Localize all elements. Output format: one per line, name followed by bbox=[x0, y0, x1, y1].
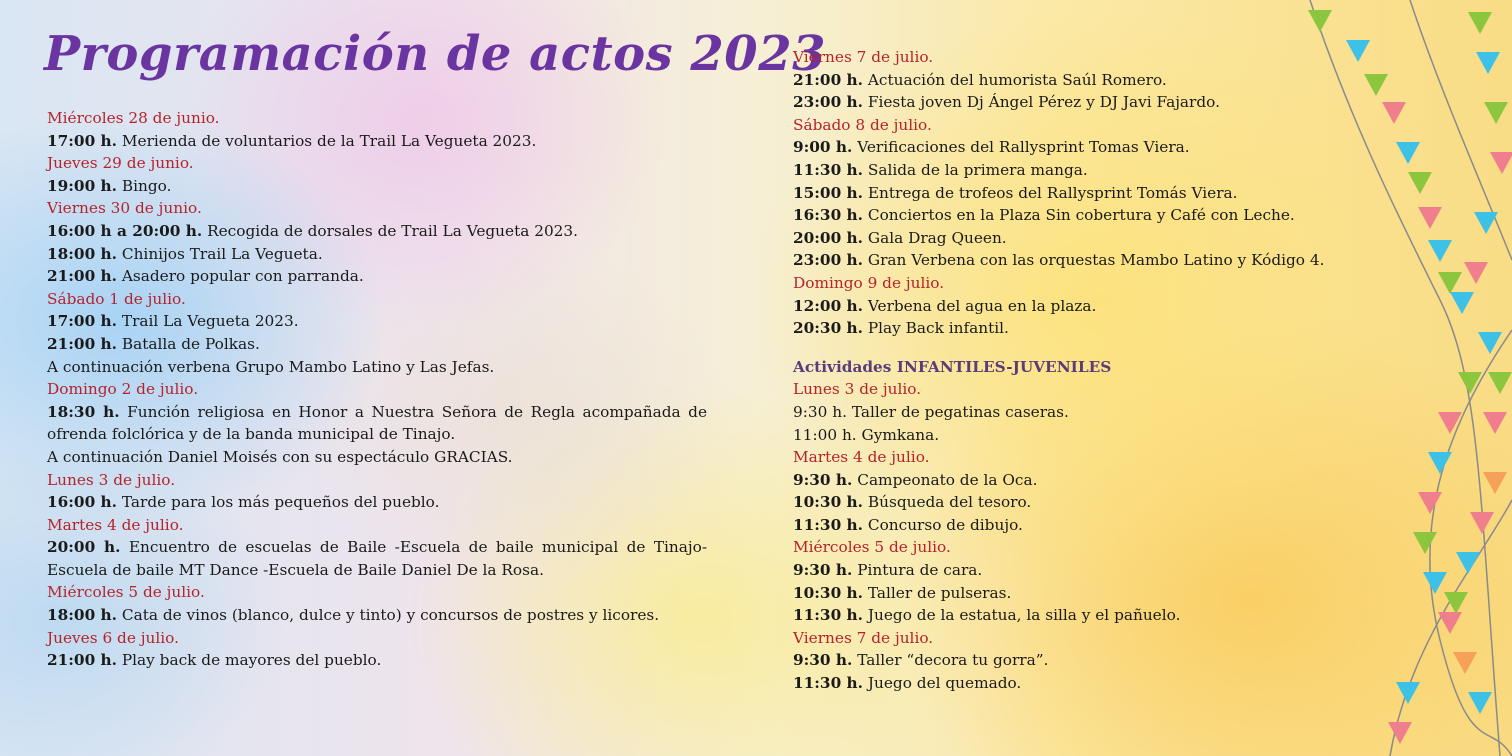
bunting-flag bbox=[1413, 532, 1437, 554]
bunting-flag bbox=[1456, 552, 1480, 574]
event-line bbox=[47, 333, 707, 356]
bunting-flag bbox=[1382, 102, 1406, 124]
day-heading: Jueves 29 de junio. bbox=[47, 154, 194, 173]
bunting-flag bbox=[1468, 692, 1492, 714]
event-line bbox=[47, 356, 707, 379]
event-time: 11:30 h. bbox=[793, 160, 863, 179]
event-text: Juego del quemado. bbox=[867, 674, 1022, 693]
event-time: 17:00 h. bbox=[47, 131, 117, 150]
day-heading: Domingo 9 de julio. bbox=[793, 273, 945, 292]
day-heading: Miércoles 28 de junio. bbox=[47, 109, 220, 127]
event-time: 19:00 h. bbox=[47, 176, 117, 195]
event-time: 23:00 h. bbox=[793, 93, 863, 112]
event-text: Conciertos en la Plaza Sin cobertura y Café con Leche. bbox=[867, 206, 1295, 225]
event-line bbox=[47, 243, 707, 266]
event-time: 21:00 h. bbox=[47, 651, 117, 670]
day-heading: Martes 4 de julio. bbox=[47, 515, 184, 534]
bunting-flag bbox=[1396, 682, 1420, 704]
event-line bbox=[47, 401, 707, 446]
event-line bbox=[47, 536, 707, 581]
day-heading: Miércoles 5 de julio. bbox=[793, 538, 951, 557]
event-text: Taller de pulseras. bbox=[867, 583, 1012, 602]
event-time: 23:00 h. bbox=[793, 251, 863, 270]
bunting-flag bbox=[1396, 142, 1420, 164]
event-text: Pintura de cara. bbox=[857, 561, 983, 580]
day-heading: Domingo 2 de julio. bbox=[47, 380, 199, 399]
day-heading: Lunes 3 de julio. bbox=[793, 380, 922, 399]
event-time: 20:00 h. bbox=[793, 228, 863, 247]
event-time: 16:00 h. bbox=[47, 493, 117, 512]
day-heading: Martes 4 de julio. bbox=[793, 448, 930, 467]
day-heading: Sábado 1 de julio. bbox=[47, 289, 186, 308]
event-time: 11:30 h. bbox=[793, 674, 863, 693]
event-time: 11:30 h. bbox=[793, 606, 863, 625]
event-line bbox=[47, 265, 707, 288]
event-text: Trail La Vegueta 2023. bbox=[121, 312, 299, 331]
day-heading: Viernes 30 de junio. bbox=[47, 199, 202, 218]
event-text: Merienda de voluntarios de la Trail La Vegueta 2023. bbox=[121, 131, 537, 150]
event-time: 10:30 h. bbox=[793, 583, 863, 602]
event-text: A continuación Daniel Moisés con su espectáculo GRACIAS. bbox=[47, 447, 513, 466]
event-text: Recogida de dorsales de Trail La Vegueta 2023. bbox=[207, 221, 579, 240]
event-time: 16:00 h a 20:00 h. bbox=[47, 221, 203, 240]
event-text: Juego de la estatua, la silla y el pañuelo. bbox=[867, 606, 1181, 625]
bunting-flag bbox=[1418, 492, 1442, 514]
event-time: 18:00 h. bbox=[47, 606, 117, 625]
event-text: Concurso de dibujo. bbox=[867, 515, 1023, 534]
event-time: 10:30 h. bbox=[793, 493, 863, 512]
event-text: Gymkana. bbox=[861, 425, 940, 444]
event-time: 11:30 h. bbox=[793, 515, 863, 534]
bunting-flag bbox=[1364, 74, 1388, 96]
event-text: Campeonato de la Oca. bbox=[857, 470, 1038, 489]
event-text: Búsqueda del tesoro. bbox=[867, 493, 1032, 512]
event-text: Taller “decora tu gorra”. bbox=[857, 651, 1049, 670]
event-time: 17:00 h. bbox=[47, 312, 117, 331]
event-text: Gran Verbena con las orquestas Mambo Latino y Kódigo 4. bbox=[867, 251, 1325, 270]
bunting-flag bbox=[1444, 592, 1468, 614]
event-line bbox=[47, 604, 707, 627]
bunting-flag bbox=[1468, 12, 1492, 34]
event-time: 9:30 h. bbox=[793, 561, 853, 580]
event-text: Play Back infantil. bbox=[867, 319, 1009, 338]
event-time: 15:00 h. bbox=[793, 183, 863, 202]
bunting-flag bbox=[1474, 212, 1498, 234]
event-text: Chinijos Trail La Vegueta. bbox=[121, 244, 323, 263]
bunting-flag bbox=[1388, 722, 1412, 744]
event-text: Asadero popular con parranda. bbox=[121, 267, 364, 286]
bunting-flag bbox=[1483, 472, 1507, 494]
event-text: Tarde para los más pequeños del pueblo. bbox=[121, 493, 440, 512]
event-text: Función religiosa en Honor a Nuestra Señora de Regla acompañada de ofrenda folclórica y de la banda municipal de Tinajo. bbox=[47, 402, 707, 444]
bunting-flag bbox=[1438, 412, 1462, 434]
event-time: 16:30 h. bbox=[793, 206, 863, 225]
day-heading: Miércoles 5 de julio. bbox=[47, 583, 205, 602]
event-line bbox=[47, 220, 707, 243]
event-time: 9:00 h. bbox=[793, 138, 853, 157]
event-time: 21:00 h. bbox=[47, 334, 117, 353]
bunting-flag bbox=[1484, 102, 1508, 124]
event-line bbox=[47, 491, 707, 514]
event-text: Gala Drag Queen. bbox=[867, 228, 1007, 247]
event-time: 21:00 h. bbox=[793, 70, 863, 89]
event-text: Actuación del humorista Saúl Romero. bbox=[867, 70, 1167, 89]
event-line bbox=[47, 175, 707, 198]
day-heading: Lunes 3 de julio. bbox=[47, 470, 176, 489]
event-text: Entrega de trofeos del Rallysprint Tomás Viera. bbox=[867, 183, 1238, 202]
event-time: 21:00 h. bbox=[47, 267, 117, 286]
event-text: Fiesta joven Dj Ángel Pérez y DJ Javi Fajardo. bbox=[867, 93, 1220, 112]
event-text: Play back de mayores del pueblo. bbox=[121, 651, 382, 670]
event-text: Verbena del agua en la plaza. bbox=[867, 296, 1097, 315]
bunting-flag bbox=[1408, 172, 1432, 194]
event-text: Cata de vinos (blanco, dulce y tinto) y concursos de postres y licores. bbox=[121, 606, 660, 625]
event-time: 18:30 h. bbox=[47, 402, 120, 421]
bunting-flag bbox=[1346, 40, 1370, 62]
bunting-flag bbox=[1453, 652, 1477, 674]
bunting-flag bbox=[1464, 262, 1488, 284]
event-text: Verificaciones del Rallysprint Tomas Viera. bbox=[857, 138, 1190, 157]
day-heading: Viernes 7 de julio. bbox=[793, 628, 934, 647]
page-title: Programación de actos 2023 bbox=[44, 26, 826, 82]
bunting-flag bbox=[1438, 272, 1462, 294]
day-heading: Jueves 6 de julio. bbox=[47, 628, 179, 647]
bunting-flag bbox=[1418, 207, 1442, 229]
bunting-flag bbox=[1470, 512, 1494, 534]
event-text: Salida de la primera manga. bbox=[867, 160, 1088, 179]
event-line bbox=[47, 446, 707, 469]
event-text: A continuación verbena Grupo Mambo Latino y Las Jefas. bbox=[47, 357, 495, 376]
bunting-string bbox=[1410, 0, 1512, 260]
event-time: 12:00 h. bbox=[793, 296, 863, 315]
event-time: 18:00 h. bbox=[47, 244, 117, 263]
day-heading: Sábado 8 de julio. bbox=[793, 115, 932, 134]
event-text: Encuentro de escuelas de Baile -Escuela de baile municipal de Tinajo-Escuela de baile MT Dance -Escuela de Baile Daniel De la Rosa. bbox=[47, 538, 708, 579]
event-time: 20:00 h. bbox=[47, 538, 121, 557]
event-line bbox=[47, 310, 707, 333]
event-line bbox=[47, 649, 707, 672]
bunting-decoration bbox=[1290, 0, 1512, 756]
bunting-flag bbox=[1490, 152, 1512, 174]
event-time: 11:00 h. bbox=[793, 425, 857, 444]
event-text: Bingo. bbox=[121, 176, 172, 195]
event-text: Taller de pegatinas caseras. bbox=[851, 402, 1069, 421]
bunting-flag bbox=[1428, 452, 1452, 474]
bunting-flag bbox=[1488, 372, 1512, 394]
event-time: 9:30 h. bbox=[793, 402, 847, 421]
bunting-flag bbox=[1428, 240, 1452, 262]
bunting-flag bbox=[1450, 292, 1474, 314]
bunting-flag bbox=[1423, 572, 1447, 594]
day-heading: Viernes 7 de julio. bbox=[793, 48, 934, 66]
bunting-flag bbox=[1308, 10, 1332, 32]
event-time: 20:30 h. bbox=[793, 319, 863, 338]
kids-section-title: Actividades INFANTILES-JUVENILES bbox=[793, 357, 1112, 376]
schedule-left-column bbox=[47, 107, 707, 672]
bunting-flag bbox=[1483, 412, 1507, 434]
event-line bbox=[47, 130, 707, 153]
event-text: Batalla de Polkas. bbox=[121, 334, 260, 353]
event-time: 9:30 h. bbox=[793, 651, 853, 670]
event-time: 9:30 h. bbox=[793, 470, 853, 489]
bunting-flag bbox=[1438, 612, 1462, 634]
bunting-flag bbox=[1476, 52, 1500, 74]
